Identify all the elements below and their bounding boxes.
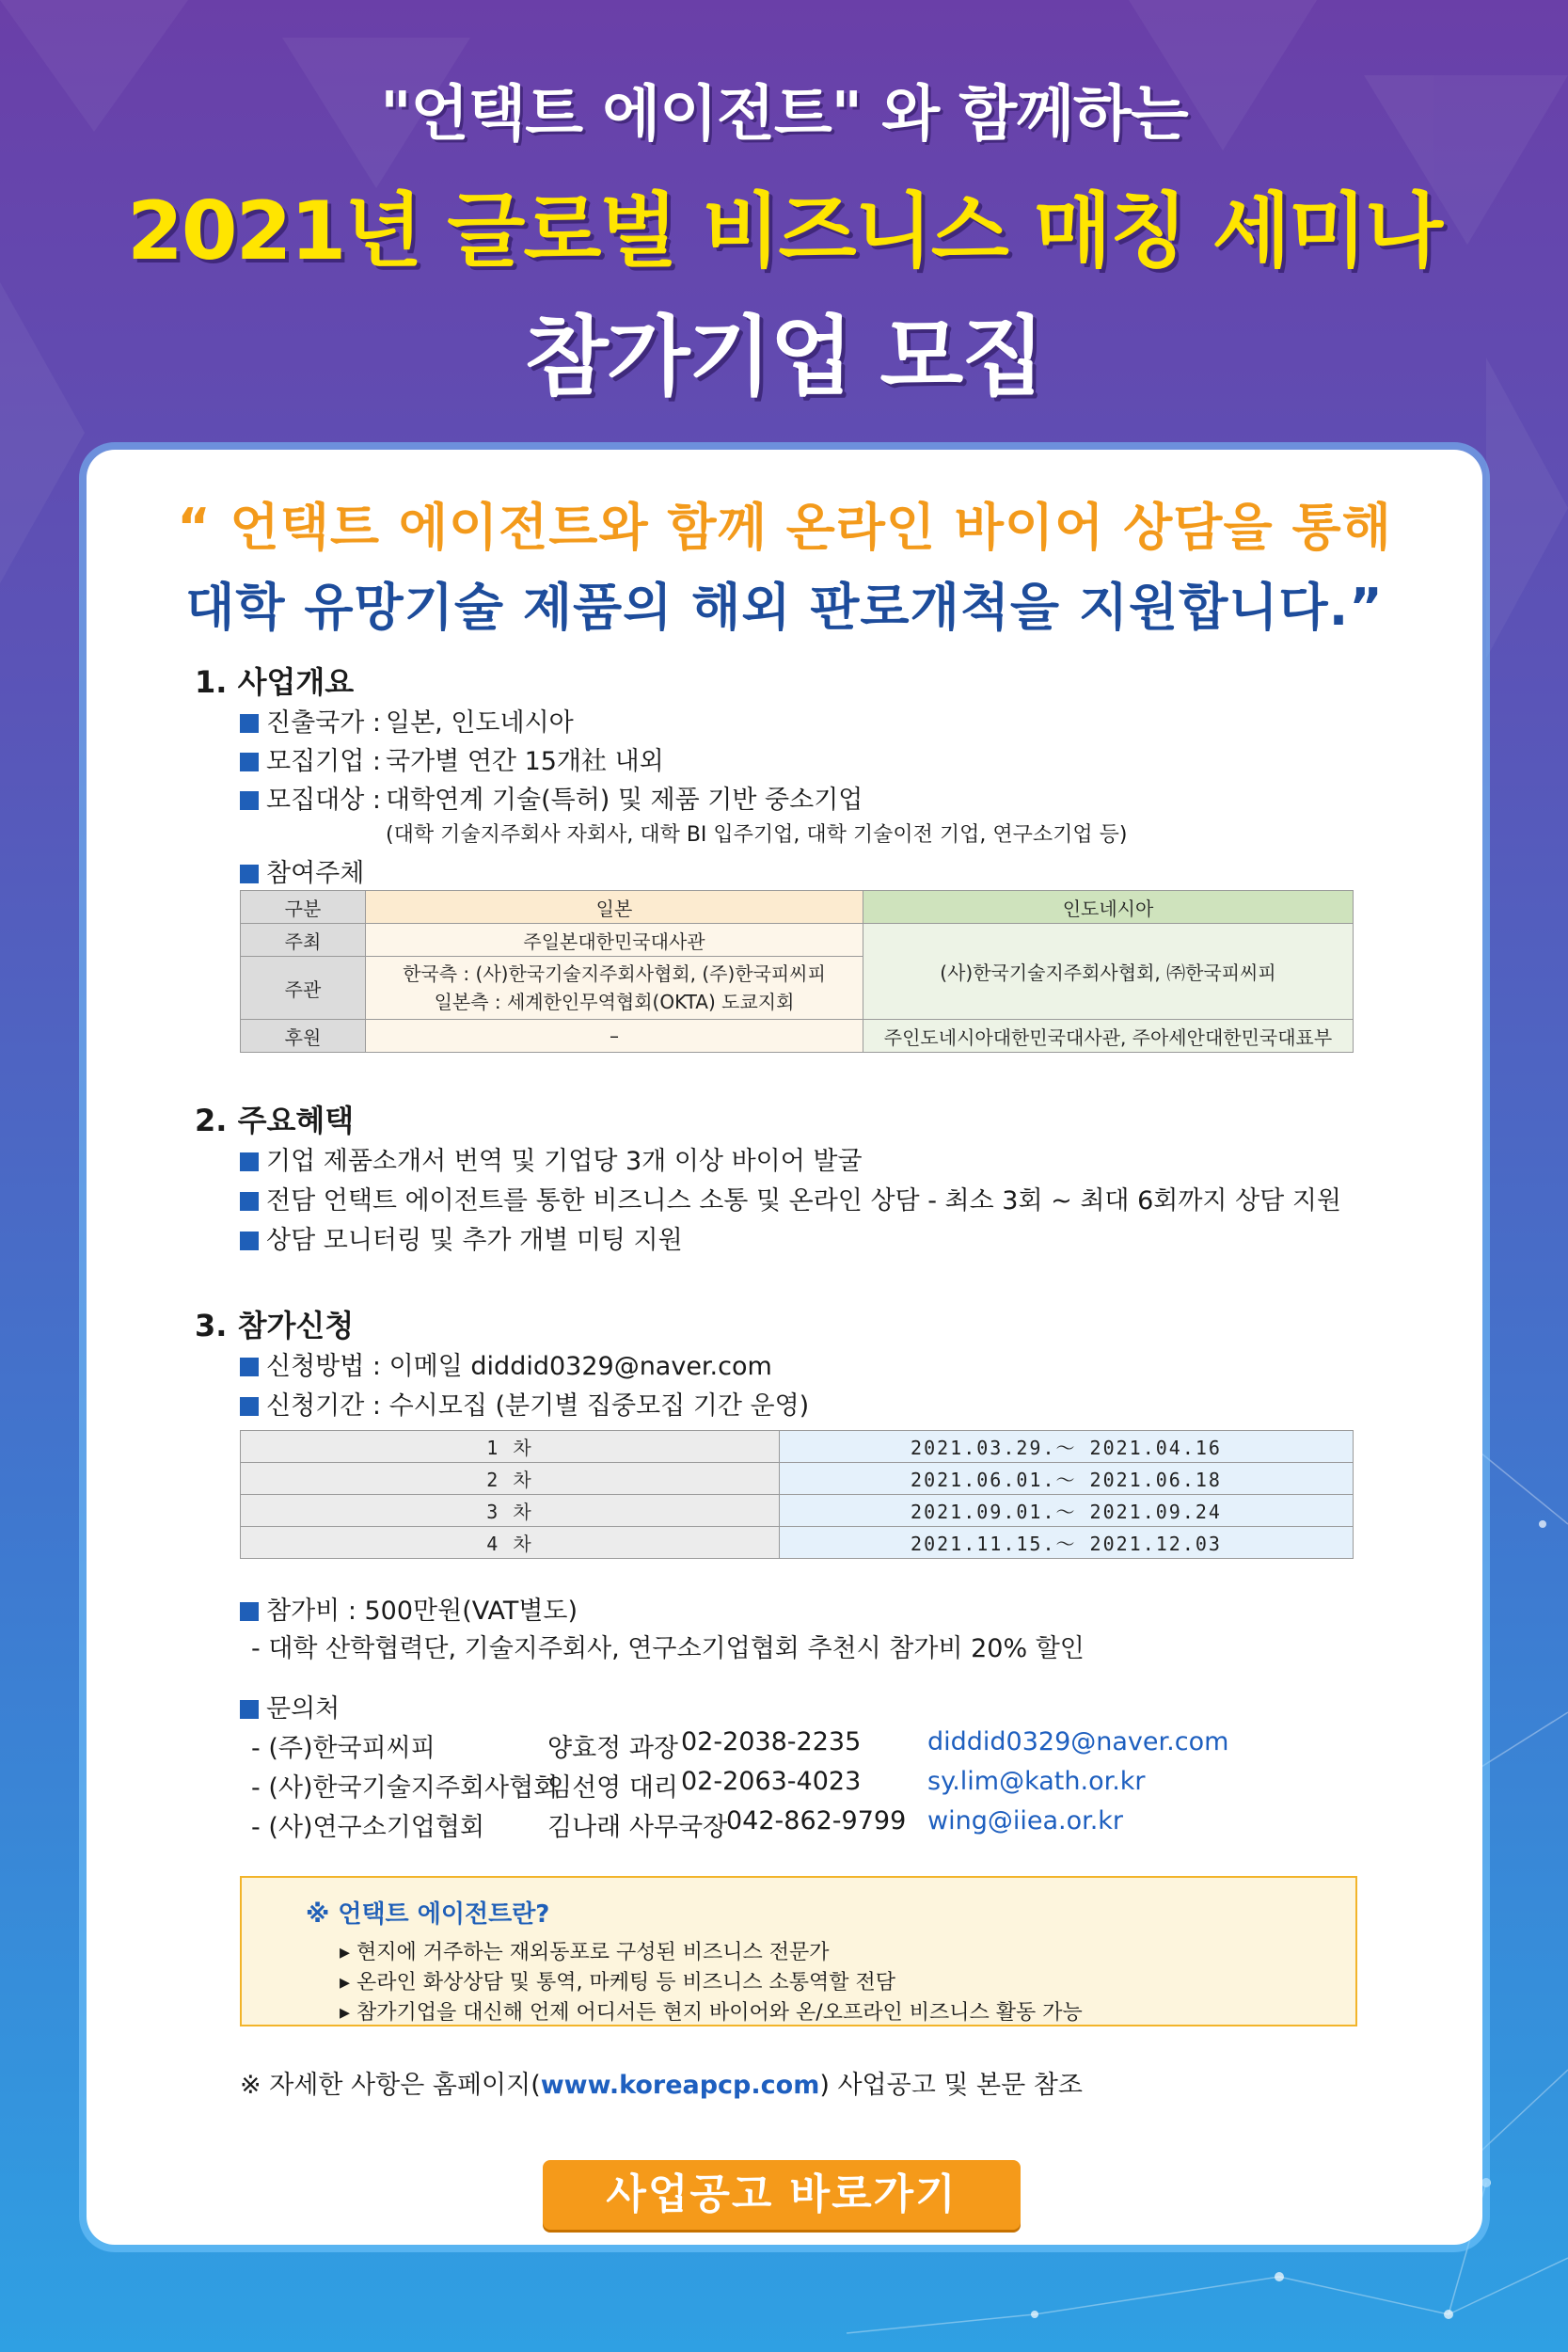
contact-org: - (주)한국피씨피	[251, 1734, 436, 1763]
note-item: ▸ 참가기업을 대신해 언제 어디서든 현지 바이어와 온/오프라인 비즈니스 활동 가능	[340, 2001, 1083, 2025]
footer-note: ※ 자세한 사항은 홈페이지(www.koreapcp.com) 사업공고 및 본문 참조	[240, 2071, 1083, 2100]
hero-subtitle: "언택트 에이전트" 와 함께하는	[380, 80, 1188, 150]
hero-title: 2021년 글로벌 비즈니스 매칭 세미나	[126, 184, 1442, 278]
recruit-row: 모집기업 :	[240, 740, 381, 777]
contact-email-link[interactable]: sy.lim@kath.or.kr	[927, 1767, 1146, 1796]
hero-recruit-title: 참가기업 모집	[524, 307, 1044, 407]
content-card	[87, 450, 1482, 2245]
benefit-item: 전담 언택트 에이전트를 통한 비즈니스 소통 및 온라인 상담 - 최소 3회 ~ 최대 6회까지 상담 지원	[240, 1180, 1341, 1216]
table-cell: 주관	[241, 957, 366, 1020]
round-cell: 2 차	[241, 1463, 780, 1495]
table-cell: 후원	[241, 1020, 366, 1053]
table-cell: (사)한국기술지주회사협회, ㈜한국피씨피	[863, 924, 1354, 1020]
dates-cell: 2021.09.01.～ 2021.09.24	[780, 1495, 1354, 1527]
schedule-table	[240, 1430, 1354, 1559]
bullet-square-icon	[240, 714, 259, 733]
table-row	[241, 924, 1354, 957]
recruit-value: 국가별 연간 15개社 내외	[386, 747, 664, 776]
contact-email-link[interactable]: wing@iiea.or.kr	[927, 1806, 1124, 1836]
contact-person: 양효정 과장	[547, 1734, 678, 1763]
bullet-square-icon	[240, 1152, 259, 1171]
bullet-square-icon	[240, 1358, 259, 1376]
contact-email-link[interactable]: diddid0329@naver.com	[927, 1727, 1229, 1756]
organizer-japan-line: 한국측 : (사)한국기술지주회사협회, (주)한국피씨피	[403, 962, 826, 985]
bullet-square-icon	[240, 1397, 259, 1416]
bullet-square-icon	[240, 1700, 259, 1719]
contact-org: - (사)한국기술지주회사협회	[251, 1773, 559, 1803]
bullet-square-icon	[240, 1232, 259, 1250]
contact-phone: 042-862-9799	[726, 1806, 907, 1836]
apply-method: 신청방법 : 이메일 diddid0329@naver.com	[240, 1345, 772, 1382]
section-2-title: 2. 주요혜택	[195, 1103, 355, 1138]
benefit-item: 상담 모니터링 및 추가 개별 미팅 지원	[240, 1219, 683, 1256]
table-cell: 주최	[241, 924, 366, 957]
dates-cell: 2021.11.15.～ 2021.12.03	[780, 1527, 1354, 1559]
bullet-square-icon	[240, 791, 259, 810]
dates-cell: 2021.03.29.～ 2021.04.16	[780, 1431, 1354, 1463]
participants-table	[240, 890, 1354, 1053]
contact-phone: 02-2063-4023	[681, 1767, 862, 1796]
participants-row: 참여주체	[240, 852, 364, 889]
table-header-row	[241, 891, 1354, 924]
table-header-cell: 인도네시아	[863, 891, 1354, 924]
apply-period: 신청기간 : 수시모집 (분기별 집중모집 기간 운영)	[240, 1385, 809, 1422]
hero-header	[0, 66, 1568, 412]
table-row	[241, 1431, 1354, 1463]
section-1-title: 1. 사업개요	[195, 664, 355, 700]
fee-note: - 대학 산학협력단, 기술지주회사, 연구소기업협회 추천시 참가비 20% 할인	[251, 1634, 1085, 1663]
contact-phone: 02-2038-2235	[681, 1727, 862, 1756]
note-item: ▸ 현지에 거주하는 재외동포로 구성된 비즈니스 전문가	[340, 1941, 830, 1964]
table-header-cell: 일본	[366, 891, 863, 924]
countries-value: 일본, 인도네시아	[386, 708, 574, 738]
table-row	[241, 1527, 1354, 1559]
target-value: 대학연계 기술(특허) 및 제품 기반 중소기업	[386, 786, 863, 815]
homepage-link[interactable]: www.koreapcp.com	[540, 2071, 820, 2100]
contact-person: 김나래 사무국장	[547, 1813, 728, 1842]
table-row	[241, 1020, 1354, 1053]
table-cell	[366, 957, 863, 1020]
organizer-japan-line: 일본측 : 세계한인무역협회(OKTA) 도쿄지회	[434, 991, 795, 1013]
unttact-agent-note	[240, 1876, 1357, 2026]
bullet-square-icon	[240, 1602, 259, 1621]
bullet-square-icon	[240, 753, 259, 771]
table-header-cell: 구분	[241, 891, 366, 924]
round-cell: 4 차	[241, 1527, 780, 1559]
benefit-item: 기업 제품소개서 번역 및 기업당 3개 이상 바이어 발굴	[240, 1140, 863, 1177]
table-cell: 주일본대한민국대사관	[366, 924, 863, 957]
table-row	[241, 1463, 1354, 1495]
round-cell: 3 차	[241, 1495, 780, 1527]
target-row: 모집대상 :	[240, 779, 381, 816]
note-title: ※ 언택트 에이전트란?	[306, 1900, 550, 1929]
quote-line-2: 대학 유망기술 제품의 해외 판로개척을 지원합니다.”	[185, 578, 1384, 637]
announcement-button[interactable]: 사업공고 바로가기	[543, 2160, 1021, 2230]
table-cell: 주인도네시아대한민국대사관, 주아세안대한민국대표부	[863, 1020, 1354, 1053]
section-3-title: 3. 참가신청	[195, 1308, 355, 1343]
contact-person: 임선영 대리	[547, 1773, 678, 1803]
intro-quote	[87, 487, 1482, 640]
dates-cell: 2021.06.01.～ 2021.06.18	[780, 1463, 1354, 1495]
table-row	[241, 1495, 1354, 1527]
bullet-square-icon	[240, 865, 259, 883]
fee-row: 참가비 : 500만원(VAT별도)	[240, 1590, 578, 1627]
quote-line-1: “ 언택트 에이전트와 함께 온라인 바이어 상담을 통해	[177, 498, 1392, 557]
round-cell: 1 차	[241, 1431, 780, 1463]
table-cell: –	[366, 1020, 863, 1053]
target-note: (대학 기술지주회사 자회사, 대학 BI 입주기업, 대학 기술이전 기업, 연구소기업 등)	[386, 823, 1128, 847]
note-item: ▸ 온라인 화상상담 및 통역, 마케팅 등 비즈니스 소통역할 전담	[340, 1971, 896, 1994]
contact-org: - (사)연구소기업협회	[251, 1813, 485, 1842]
contact-label: 문의처	[240, 1688, 340, 1724]
countries-row: 진출국가 :	[240, 702, 381, 739]
bullet-square-icon	[240, 1192, 259, 1211]
